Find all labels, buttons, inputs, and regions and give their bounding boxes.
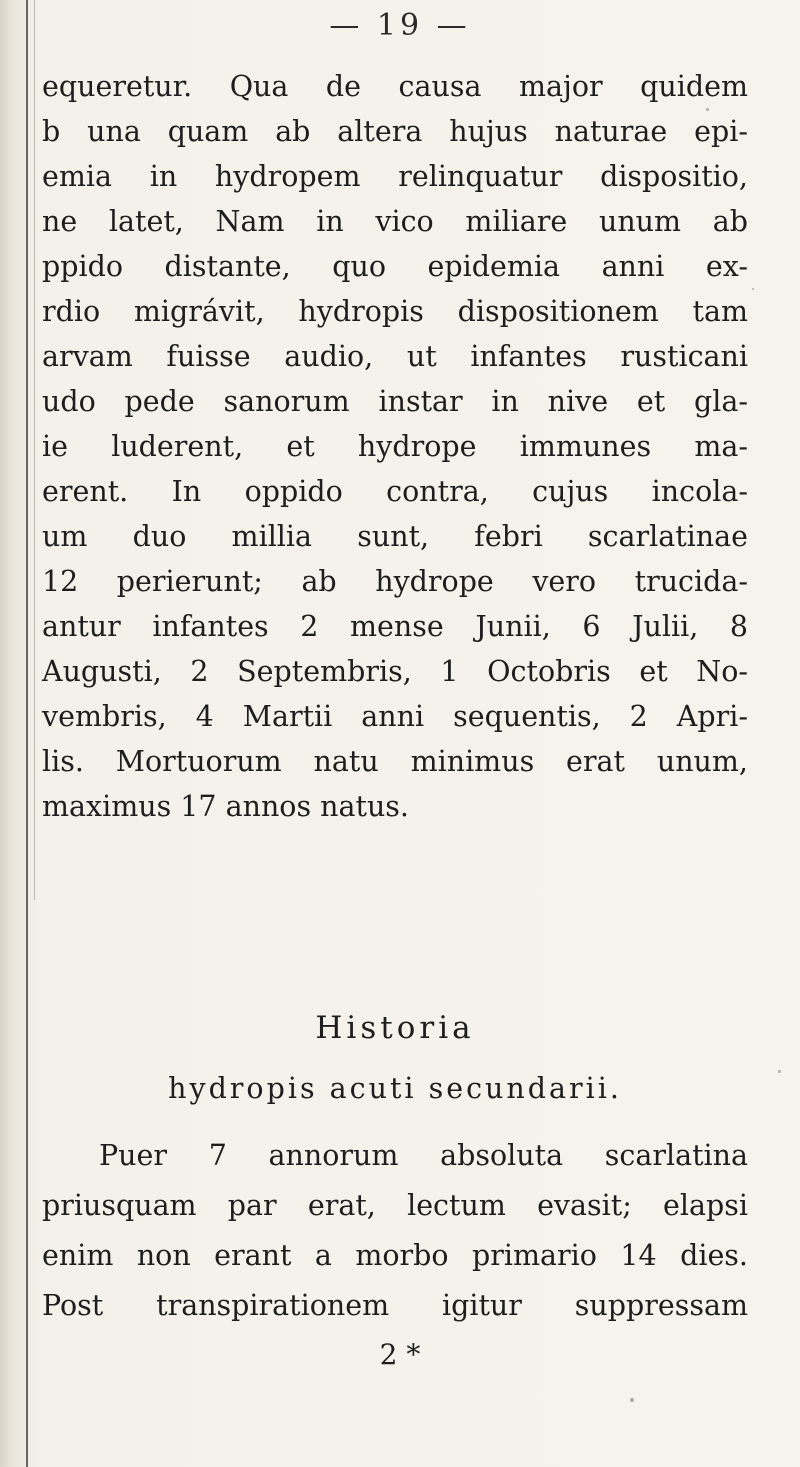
binding-shadow: [34, 0, 35, 900]
text-line: arvam fuisse audio, ut infantes rusticani: [42, 340, 748, 373]
paper-speck: [778, 1070, 781, 1073]
text-line: ne latet, Nam in vico miliare unum ab: [42, 205, 748, 238]
text-line: Puer 7 annorum absoluta scarlatina: [99, 1139, 748, 1172]
text-line: enim non erant a morbo primario 14 dies.: [42, 1239, 748, 1272]
text-line: erent. In oppido contra, cujus incola-: [42, 475, 748, 508]
text-line: Post transpirationem igitur suppressam: [42, 1289, 748, 1322]
text-line: priusquam par erat, lectum evasit; elapsi: [42, 1189, 748, 1222]
text-line: vembris, 4 Martii anni sequentis, 2 Apri-: [42, 700, 748, 733]
text-line: emia in hydropem relinquatur dispositio,: [42, 160, 748, 193]
text-line: antur infantes 2 mense Junii, 6 Julii, 8: [42, 610, 748, 643]
main-paragraph: [42, 64, 748, 829]
section-heading: Historia: [315, 1010, 475, 1046]
text-line: rdio migrávit, hydropis dispositionem tam: [42, 295, 748, 328]
text-line: ppido distante, quo epidemia anni ex-: [42, 250, 748, 283]
text-line: ie luderent, et hydrope immunes ma-: [42, 430, 748, 463]
signature-mark: 2 *: [379, 1338, 421, 1371]
text-line: maximus 17 annos natus.: [42, 790, 409, 823]
text-line: equeretur. Qua de causa major quidem: [42, 70, 748, 103]
page-number: — 19 —: [329, 8, 471, 43]
section-subheading: hydropis acuti secundarii.: [168, 1072, 622, 1105]
text-line: lis. Mortuorum natu minimus erat unum,: [42, 745, 748, 778]
text-line: 12 perierunt; ab hydrope vero trucida-: [42, 565, 748, 598]
paper-speck: [706, 108, 709, 111]
binding-edge: [26, 0, 28, 1467]
text-line: um duo millia sunt, febri scarlatinae: [42, 520, 748, 553]
text-line: udo pede sanorum instar in nive et gla-: [42, 385, 748, 418]
case-paragraph: [42, 1131, 748, 1331]
paper-speck: [752, 288, 754, 290]
text-line: Augusti, 2 Septembris, 1 Octobris et No-: [42, 655, 748, 688]
text-line: b una quam ab altera hujus naturae epi-: [42, 115, 748, 148]
paper-speck: [630, 1398, 634, 1402]
